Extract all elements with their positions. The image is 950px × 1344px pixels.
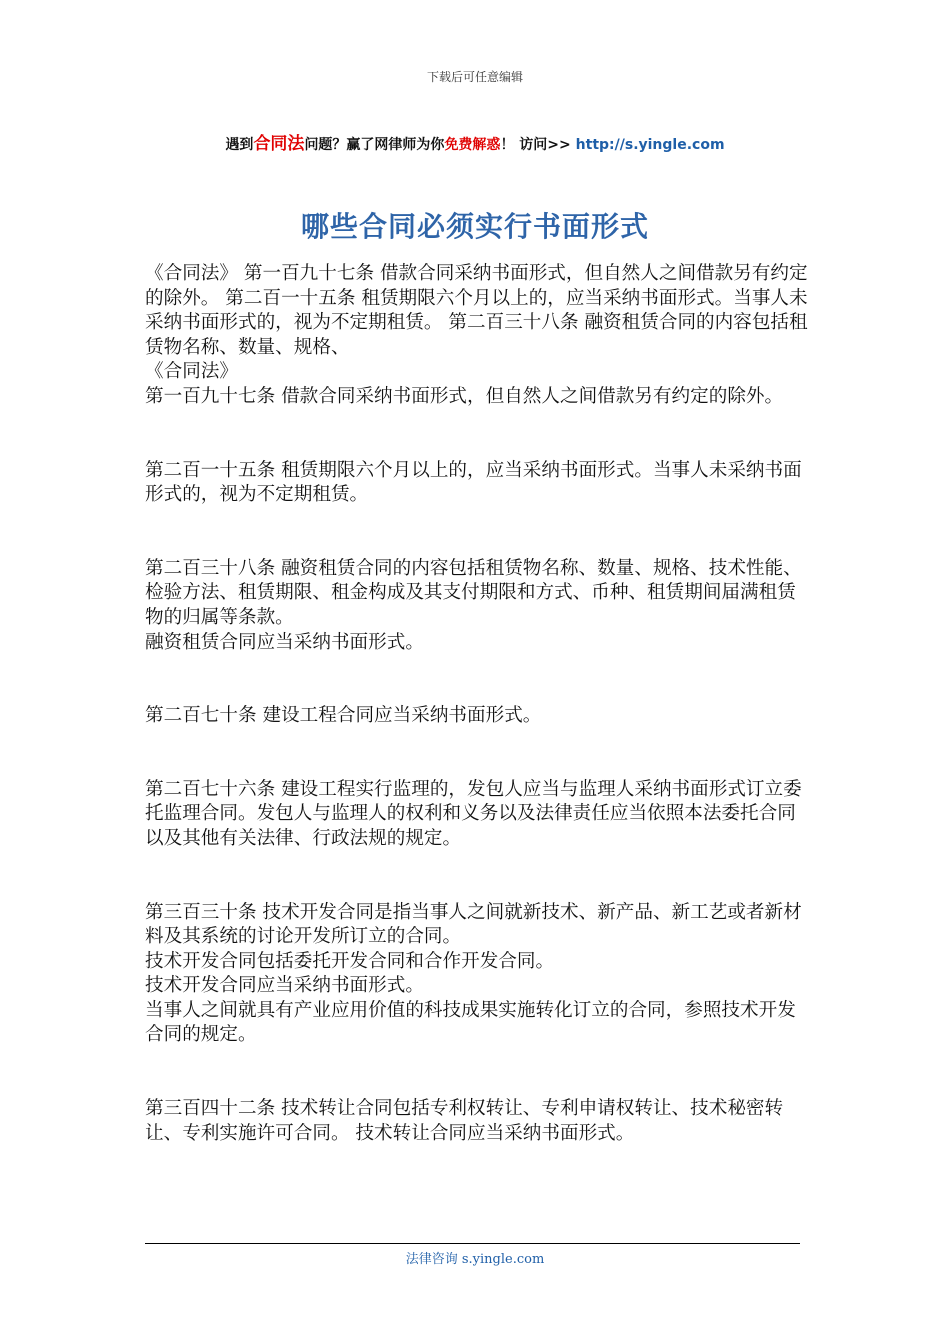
promo-link[interactable]: http://s.yingle.com [575,137,725,153]
paragraph-gap [145,655,808,704]
paragraph: 技术开发合同包括委托开发合同和合作开发合同。 [145,950,555,972]
paragraph: 《合同法》 第一百九十七条 借款合同采纳书面形式，但自然人之间借款另有约定的除外。 第二百一十五条 租赁期限六个月以上的，应当采纳书面形式。当事人未采纳书面形式的，视为不定期租赁。 第二百三十八条 融资租赁合同的内容包括租赁物名称、数量、规格、 [145,263,808,358]
promo-highlight: 合同法 [253,134,305,154]
paragraph: 当事人之间就具有产业应用价值的科技成果实施转化订立的合同，参照技术开发合同的规定。 [145,999,796,1046]
paragraph: 融资租赁合同应当采纳书面形式。 [145,631,424,653]
paragraph-gap [145,508,808,557]
paragraph-gap [145,852,808,901]
paragraph-gap [145,1048,808,1097]
paragraph: 第二百三十八条 融资租赁合同的内容包括租赁物名称、数量、规格、技术性能、检验方法、租赁期限、租金构成及其支付期限和方式、币种、租赁期间届满租赁物的归属等条款。 [145,557,802,628]
paragraph: 第三百四十二条 技术转让合同包括专利权转让、专利申请权转让、技术秘密转让、专利实施许可合同。 技术转让合同应当采纳书面形式。 [145,1098,784,1144]
promo-text-1: 遇到 [225,137,254,153]
paragraph: 第二百一十五条 租赁期限六个月以上的，应当采纳书面形式。当事人未采纳书面形式的，视为不定期租赁。 [145,459,802,506]
paragraph: 第二百七十六条 建设工程实行监理的，发包人应当与监理人采纳书面形式订立委托监理合同。发包人与监理人的权利和义务以及法律责任应当依照本法委托合同以及其他有关法律、行政法规的规定。 [145,778,802,849]
header-note: 下载后可任意编辑 [426,70,523,84]
promo-text-3: ！ 访问>> [500,137,576,153]
promo-text-2: 问题？赢了网律师为你 [304,137,445,153]
paragraph: 《合同法》 [145,361,238,383]
paragraph: 第二百七十条 建设工程合同应当采纳书面形式。 [145,705,542,727]
promo-free: 免费解惑 [444,137,501,153]
footer-divider [145,1243,800,1244]
promo-banner [0,129,950,154]
article-body [145,262,808,1146]
paragraph: 技术开发合同应当采纳书面形式。 [145,975,424,997]
page-title: 哪些合同必须实行书面形式 [300,210,649,243]
paragraph: 第三百三十条 技术开发合同是指当事人之间就新技术、新产品、新工艺或者新材料及其系统的讨论开发所订立的合同。 [145,901,802,948]
paragraph-gap [145,410,808,459]
footer-link[interactable]: 法律咨询 s.yingle.com [405,1252,545,1267]
paragraph: 第一百九十七条 借款合同采纳书面形式，但自然人之间借款另有约定的除外。 [145,385,784,407]
paragraph-gap [145,729,808,778]
